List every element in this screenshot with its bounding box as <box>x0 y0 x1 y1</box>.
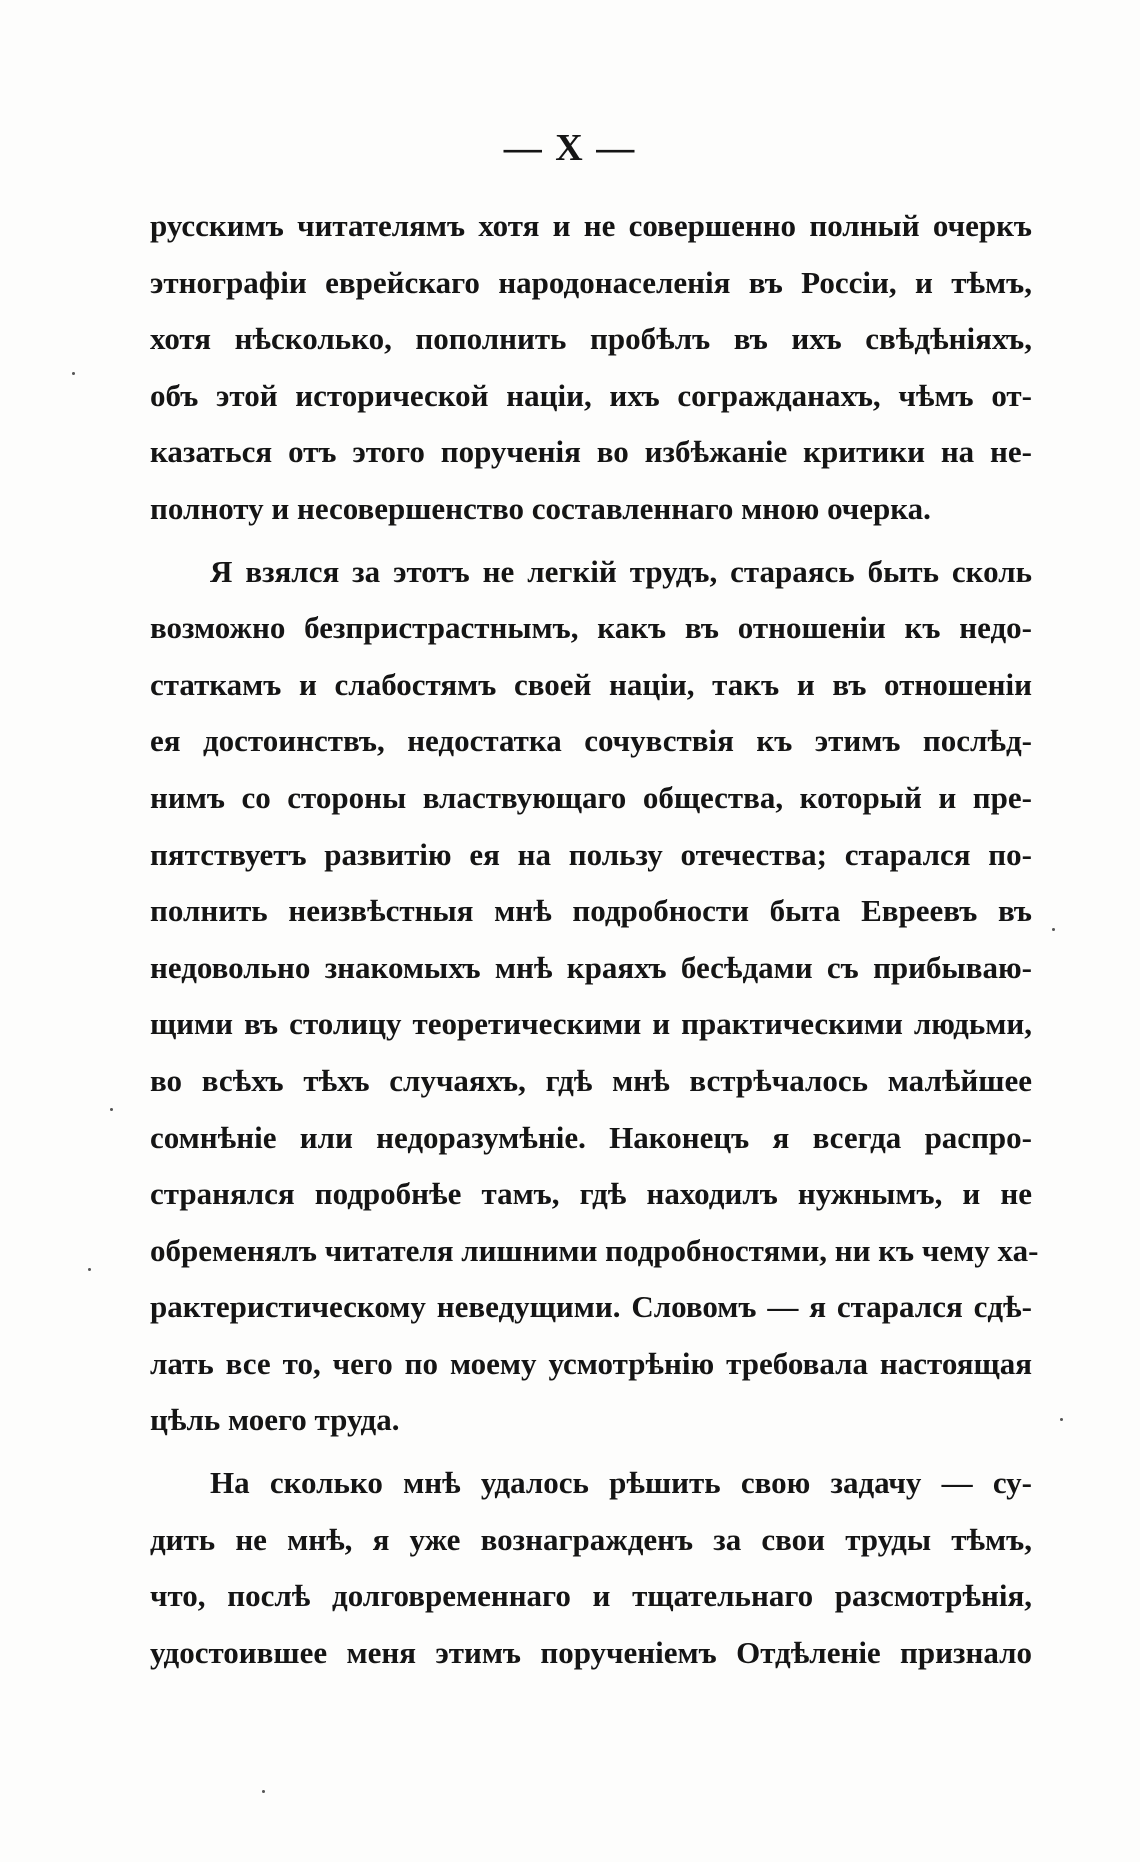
text-line: что, послѣ долговременнаго и тщательнаго разсмотрѣнія, <box>150 1578 1032 1614</box>
text-line: На сколько мнѣ удалось рѣшить свою задачу — су- <box>210 1465 1032 1501</box>
text-line: нимъ со стороны властвующаго общества, который и пре- <box>150 779 1032 815</box>
text-line: русскимъ читателямъ хотя и не совершенно полный очеркъ <box>150 208 1032 243</box>
scan-speck <box>262 1790 265 1793</box>
scan-speck <box>1060 1418 1063 1421</box>
text-line: цѣль моего труда. <box>150 1402 400 1438</box>
text-line: щими въ столицу теоретическими и практическими людьми, <box>150 1006 1032 1042</box>
text-line: пятствуетъ развитію ея на пользу отечества; старался по- <box>150 836 1032 872</box>
text-line: полнить неизвѣстныя мнѣ подробности быта Евреевъ въ <box>150 893 1032 929</box>
text-line: обременялъ читателя лишними подробностями, ни къ чему ха- <box>150 1232 1039 1268</box>
page-text <box>150 198 1039 1681</box>
paragraph-2 <box>150 544 1039 1450</box>
text-line: хотя нѣсколько, пополнить пробѣлъ въ ихъ свѣдѣніяхъ, <box>150 321 1032 357</box>
text-line: дить не мнѣ, я уже вознагражденъ за свои труды тѣмъ, <box>150 1521 1032 1557</box>
text-line: недовольно знакомыхъ мнѣ краяхъ бесѣдами съ прибываю- <box>150 949 1032 985</box>
text-line: Я взялся за этотъ не легкій трудъ, стараясь быть сколь <box>210 553 1032 589</box>
text-line: полноту и несовершенство составленнаго мною очерка. <box>150 490 931 526</box>
text-line: статкамъ и слабостямъ своей націи, такъ и въ отношеніи <box>150 666 1032 702</box>
text-line: лать все то, чего по моему усмотрѣнію требовала настоящая <box>150 1345 1032 1381</box>
scan-speck <box>72 372 75 375</box>
text-line: возможно безпристрастнымъ, какъ въ отношеніи къ недо- <box>150 610 1032 646</box>
page-number-header: — X — <box>503 127 637 169</box>
text-line: казаться отъ этого порученія во избѣжаніе критики на не- <box>150 434 1032 470</box>
text-line: этнографіи еврейскаго народонаселенія въ Россіи, и тѣмъ, <box>150 264 1032 300</box>
scan-speck <box>1052 928 1055 931</box>
text-line: объ этой исторической націи, ихъ согражданахъ, чѣмъ от- <box>150 377 1032 413</box>
scan-speck <box>110 1108 113 1111</box>
text-line: странялся подробнѣе тамъ, гдѣ находилъ нужнымъ, и не <box>150 1176 1032 1212</box>
text-line: сомнѣніе или недоразумѣніе. Наконецъ я всегда распро- <box>150 1119 1032 1155</box>
text-line: во всѣхъ тѣхъ случаяхъ, гдѣ мнѣ встрѣчалось малѣйшее <box>150 1062 1032 1098</box>
text-line: удостоившее меня этимъ порученіемъ Отдѣленіе признало <box>150 1634 1032 1670</box>
text-line: ея достоинствъ, недостатка сочувствія къ этимъ послѣд- <box>150 723 1032 759</box>
paragraph-1 <box>150 198 1032 538</box>
scan-speck <box>88 1268 91 1271</box>
text-line: рактеристическому неведущими. Словомъ — я старался сдѣ- <box>150 1289 1032 1325</box>
paragraph-3 <box>150 1455 1032 1681</box>
